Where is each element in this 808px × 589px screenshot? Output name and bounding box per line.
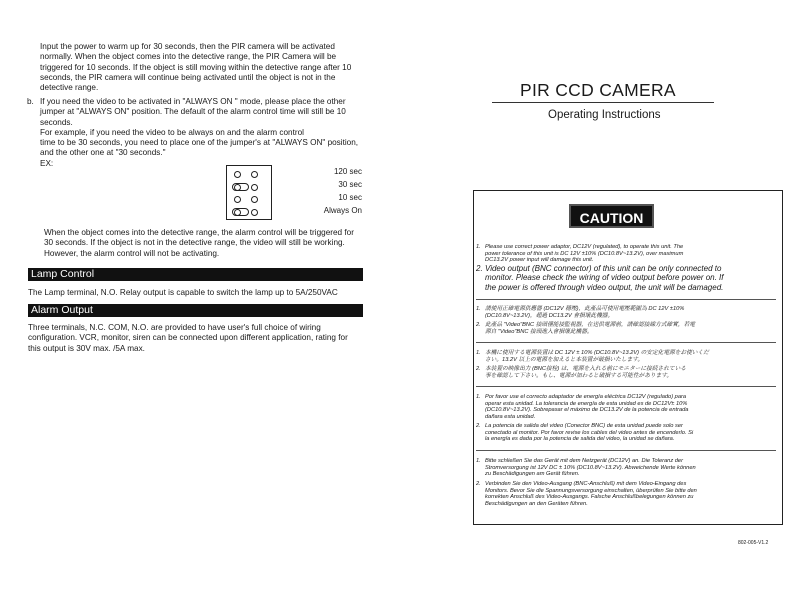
caution-item: 1. Bitte schließen Sie das Gerät mit dem Netzgerät (DC12V) an. Die Toleranz der Stromversorgung ist 12V DC ± 10% (DC10.8V~13.2V). Abweichende Werte können zu Beschädigungen am Gerät führen. (476, 458, 696, 478)
caution-item: 1. 請使用正確電源供應器 (DC12V 穩壓)，此產品可使用電壓範圍為 DC 12V ±10% (DC10.8V~13.2V)，超過 DC13.2V 會損壞此機器。 (476, 306, 685, 319)
caution-item: 2. Video output (BNC connector) of this unit can be only connected to monitor. Please check the wiring of video output before power on. If the power is offered through video output, the unit will be damaged. (476, 264, 724, 292)
document-subtitle: Operating Instructions (548, 109, 661, 121)
jumper-diagram (226, 165, 272, 220)
lamp-control-text: The Lamp terminal, N.O. Relay output is capable to switch the lamp up to 5A/250VAC (28, 288, 338, 297)
caution-item: 2. La potencia de salida del video (Conector BNC) de esta unidad puede solo ser conectado al monitor. Por favor revise los cables del video antes de encenderlo. Si la energía es dada por la potencia de salida del video, la unidad se dañara. (476, 423, 694, 443)
caution-item: 1. Por favor use el correcto adaptador de energía eléctrica DC12V (regulado) para operar esta unidad. La tolerancia de energía de esta unidad es de DC12V± 10% (DC10.8V~13.2V). Sobrepasar el máximo de DC13.2V de la potencia de entrada dañara esta unidad. (476, 394, 689, 420)
jumper-pin (234, 184, 241, 191)
jumper-labels: 120 sec 30 sec 10 sec Always On (323, 167, 362, 215)
caution-item: 1. Please use correct power adaptor, DC12V (regulated), to operate this unit. The power tolerance of this unit is DC 12V ±10% (DC10.8V~13.2V), over maximum DC13.2V power input will damage this unit. (476, 244, 684, 264)
alarm-output-heading: Alarm Output (28, 304, 363, 317)
language-divider (476, 450, 776, 451)
item-b-marker: b. (27, 97, 34, 106)
alarm-output-text: Three terminals, N.C. COM, N.O. are provided to have user's full choice of wiring configuration. VCR, monitor, siren can be connected upon different application, rating for this output is 30V max. /5A max. (28, 323, 348, 353)
caution-item: 2. 本装置の映像出力 (BNC接栓) は、電源を入れる前にモニターに接続されている 事を確認して下さい。もし、電源が加わると破損する可能性があります。 (476, 366, 686, 379)
intro-paragraph: Input the power to warm up for 30 seconds, then the PIR camera will be activated normally. When the object comes into the detective range, the PIR Camera will be triggered for 10 seconds. If the object is still moving within the detective range after 10 seconds, the PIR camera will continue being activated until the object is not in the detective range. (40, 42, 352, 93)
caution-item: 2. Verbinden Sie den Video-Ausgang (BNC-Anschluß) mit dem Video-Eingang des Monitors. Bevor Sie die Spannungsversorgung einschalten, überprüfen Sie bitte den korrekten Anschluß des Video-Ausgangs. Falsche Anschlußbelegungen können zu Beschädigungen an den Geräten führen. (476, 481, 697, 507)
caution-item: 1. 本機に使用する電源装置は DC 12V ± 10% (DC10.8V~13.2V) の安定化電源をお使いくだ さい。13.2V 以上の電源を加えると本装置が破損いたします。 (476, 350, 709, 363)
jumper-pin (234, 196, 241, 203)
jumper-pin (251, 209, 258, 216)
jumper-pin (251, 184, 258, 191)
caution-label: CAUTION (569, 204, 654, 228)
language-divider (476, 386, 776, 387)
language-divider (476, 342, 776, 343)
lamp-control-heading: Lamp Control (28, 268, 363, 281)
jumper-pin (251, 171, 258, 178)
caution-item: 2. 此產品 "Video"BNC 接頭僅能接監視器，在送供電源前，請確認接線方式確實，若電 源自 "Video"BNC 接頭進入會損壞此機器。 (476, 322, 695, 335)
model-code: 802-005-V1.2 (738, 540, 769, 546)
item-b-paragraph: If you need the video to be activated in "ALWAYS ON " mode, please place the other jumper at "ALWAYS ON" position. The default of the alarm control time will still be 10 seconds. For example, if you need the video to be always on and the alarm control time to be 30 seconds, you need to place one of the jumper's at "ALWAYS ON" position, and the other one at "30 seconds." EX: (40, 97, 359, 168)
jumper-pin (234, 209, 241, 216)
title-rule (492, 102, 714, 103)
jumper-pin (234, 171, 241, 178)
jumper-pin (251, 196, 258, 203)
document-title: PIR CCD CAMERA (520, 80, 676, 100)
language-divider (476, 299, 776, 300)
alarm-trigger-paragraph: When the object comes into the detective range, the alarm control will be triggered for 30 seconds. If the object is not in the detective range, the video will still be working. However, the alarm control will not be activating. (44, 228, 354, 258)
